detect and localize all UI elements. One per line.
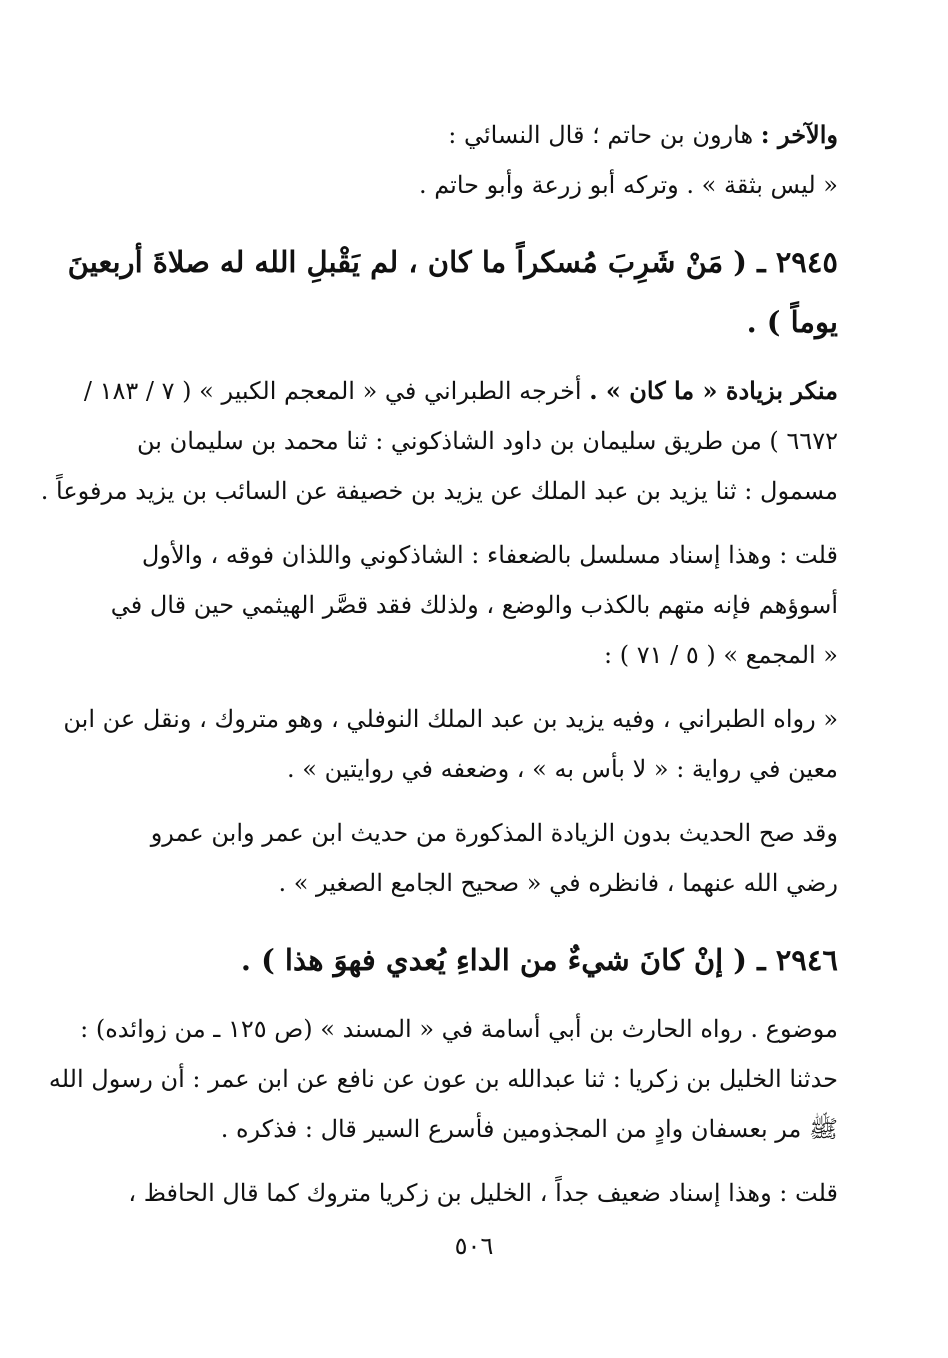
heading-line: ٢٩٤٥ ـ ( مَنْ شَرِبَ مُسكراً ما كان ، لم يَقْبلِ الله له صلاةَ أربعينَ	[67, 245, 838, 279]
text-line	[92, 110, 838, 160]
intro-paragraph	[92, 110, 838, 210]
page-number: ٥٠٦	[454, 1232, 494, 1260]
text-line	[83, 366, 838, 416]
hadith-2946-takhrij	[48, 1004, 838, 1154]
heading-line: ٢٩٤٦ ـ ( إنْ كانَ شيءٌ من الداءِ يُعدي فهوَ هذا ) .	[240, 943, 838, 977]
text-line: وقد صح الحديث بدون الزيادة المذكورة من حديث ابن عمر وابن عمرو	[150, 819, 838, 847]
text-line: معين في رواية : « لا بأس به » ، وضعفه في روايتين » .	[287, 755, 838, 783]
hadith-2945-heading	[67, 232, 838, 352]
text-line: ﷺ مر بعسفان وادٍ من المجذومين فأسرع السير قال : فذكره .	[220, 1115, 838, 1143]
text-line: موضوع . رواه الحارث بن أبي أسامة في « المسند » (ص ١٢٥ ـ من زوائده) :	[80, 1015, 838, 1043]
hadith-2945-note	[92, 808, 838, 908]
hadith-2946-comment	[92, 1168, 838, 1218]
text-line: أسوؤهم فإنه متهم بالكذب والوضع ، ولذلك فقد قصَّر الهيثمي حين قال في	[110, 591, 838, 619]
hadith-2945-quote	[63, 694, 838, 794]
text-line: مسمول : ثنا يزيد بن عبد الملك عن يزيد بن خصيفة عن السائب بن يزيد مرفوعاً .	[40, 477, 838, 505]
hadith-2945-takhrij	[40, 366, 838, 516]
text-line: رضي الله عنهما ، فانظره في « صحيح الجامع الصغير » .	[278, 869, 838, 897]
verdict-label: منكر بزيادة « ما كان » .	[589, 376, 838, 405]
text-line: ٦٦٧٢ ) من طريق سليمان بن داود الشاذكوني : ثنا محمد بن سليمان بن	[136, 427, 838, 455]
bold-term: والآخر :	[760, 120, 838, 149]
text-span: أخرجه الطبراني في « المعجم الكبير » ( ٧ / ١٨٣ /	[83, 377, 590, 405]
page-body	[40, 110, 838, 1232]
text-line: حدثنا الخليل بن زكريا : ثنا عبدالله بن عون عن نافع عن ابن عمر : أن رسول الله	[48, 1065, 838, 1093]
heading-line: يوماً ) .	[746, 305, 838, 339]
text-line: قلت : وهذا إسناد مسلسل بالضعفاء : الشاذكوني واللذان فوقه ، والأول	[141, 541, 838, 569]
text-line: قلت : وهذا إسناد ضعيف جداً ، الخليل بن زكريا متروك كما قال الحافظ ،	[128, 1179, 838, 1207]
text-line: « المجمع » ( ٥ / ٧١ ) :	[604, 641, 838, 669]
hadith-2945-comment	[92, 530, 838, 680]
text-span: هارون بن حاتم ؛ قال النسائي :	[448, 121, 761, 149]
text-line: « رواه الطبراني ، وفيه يزيد بن عبد الملك النوفلي ، وهو متروك ، ونقل عن ابن	[63, 705, 838, 733]
hadith-2946-heading	[92, 930, 838, 990]
text-line: « ليس بثقة » . وتركه أبو زرعة وأبو حاتم .	[418, 171, 838, 199]
